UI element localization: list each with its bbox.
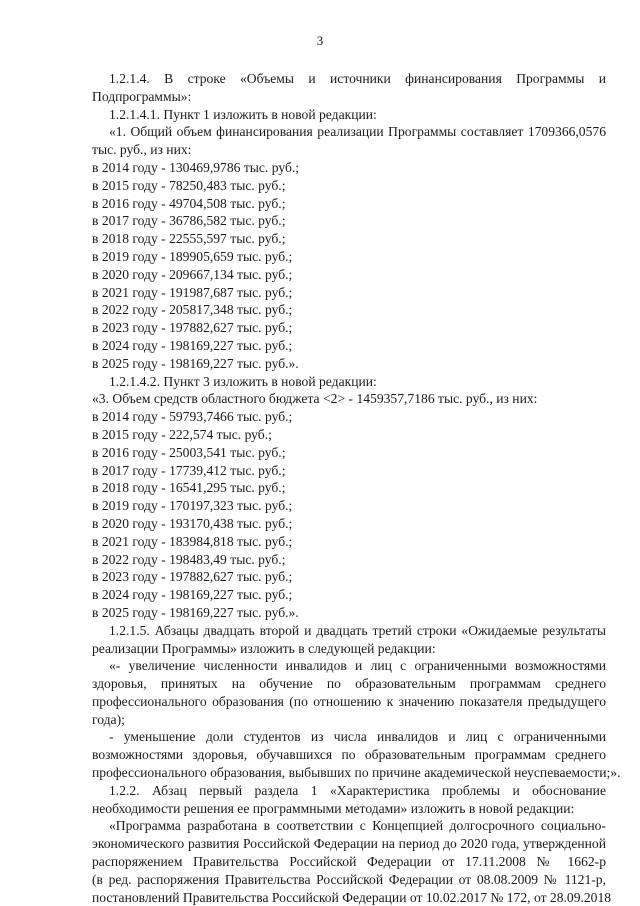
- expected-result-1-line4: года);: [92, 711, 125, 727]
- regional-budget-year-2024: в 2024 году - 198169,227 тыс. руб.;: [92, 587, 293, 603]
- regional-budget-year-2018: в 2018 году - 16541,295 тыс. руб.;: [92, 480, 286, 496]
- regional-budget-year-2021: в 2021 году - 183984,818 тыс. руб.;: [92, 533, 293, 549]
- funding-year-2016: в 2016 году - 49704,508 тыс. руб.;: [92, 195, 286, 211]
- page-number: 3: [316, 33, 324, 48]
- expected-result-2-line2: возможностями здоровья, обучавшихся по образовательным программам среднего: [92, 747, 606, 763]
- expected-result-1-line1: «- увеличение численности инвалидов и лиц с ограниченными возможностями: [109, 658, 606, 674]
- program-basis-line2: экономического развития Российской Федерации на период до 2020 года, утвержденной: [92, 836, 606, 852]
- regional-budget-year-2017: в 2017 году - 17739,412 тыс. руб.;: [92, 462, 286, 478]
- regional-budget-year-2022: в 2022 году - 198483,49 тыс. руб.;: [92, 551, 286, 567]
- section-1-2-1-5-line1: 1.2.1.5. Абзацы двадцать второй и двадцать третий строки «Ожидаемые результаты: [109, 622, 606, 638]
- section-1-2-2-line1: 1.2.2. Абзац первый раздела 1 «Характеристика проблемы и обоснование: [109, 782, 606, 798]
- section-1-2-1-4-2-intro: «3. Объем средств областного бюджета <2> - 1459357,7186 тыс. руб., из них:: [92, 391, 538, 407]
- expected-result-1-line3: профессионального образования (по отношению к значению показателя предыдущего: [92, 693, 606, 709]
- section-1-2-1-4-line1: 1.2.1.4. В строке «Объемы и источники финансирования Программы и: [109, 71, 606, 86]
- funding-year-2019: в 2019 году - 189905,659 тыс. руб.;: [92, 248, 293, 264]
- funding-year-2023: в 2023 году - 197882,627 тыс. руб.;: [92, 320, 293, 336]
- program-basis-line4: (в ред. распоряжения Правительства Российской Федерации от 08.08.2009 № 1121-р,: [92, 871, 606, 887]
- funding-year-2018: в 2018 году - 22555,597 тыс. руб.;: [92, 231, 286, 247]
- funding-year-2017: в 2017 году - 36786,582 тыс. руб.;: [92, 213, 286, 229]
- funding-year-2022: в 2022 году - 205817,348 тыс. руб.;: [92, 302, 293, 318]
- regional-budget-year-2025: в 2025 году - 198169,227 тыс. руб.».: [92, 604, 299, 620]
- regional-budget-year-2020: в 2020 году - 193170,438 тыс. руб.;: [92, 515, 293, 531]
- section-1-2-1-4-1-heading: 1.2.1.4.1. Пункт 1 изложить в новой редакции:: [109, 106, 377, 122]
- section-1-2-1-5-line2: реализации Программы» изложить в следующей редакции:: [92, 640, 436, 656]
- regional-budget-year-2015: в 2015 году - 222,574 тыс. руб.;: [92, 426, 272, 442]
- funding-year-2025: в 2025 году - 198169,227 тыс. руб.».: [92, 355, 299, 371]
- section-1-2-2-line2: необходимости решения ее программными методами» изложить в новой редакции:: [92, 800, 575, 816]
- program-basis-line5: постановлений Правительства Российской Федерации от 10.02.2017 № 172, от 28.09.2018: [92, 889, 612, 905]
- expected-result-2-line1: - уменьшение доли студентов из числа инвалидов и лиц с ограниченными: [109, 729, 606, 745]
- regional-budget-year-2019: в 2019 году - 170197,323 тыс. руб.;: [92, 498, 293, 514]
- document-body: [92, 70, 621, 906]
- program-basis-line1: «Программа разработана в соответствии с Концепцией долгосрочного социально-: [109, 818, 606, 834]
- funding-year-2020: в 2020 году - 209667,134 тыс. руб.;: [92, 266, 293, 282]
- expected-result-1-line2: здоровья, принятых на обучение по образовательным программам среднего: [92, 676, 606, 692]
- program-basis-line3: распоряжением Правительства Российской Федерации от 17.11.2008 № 1662-р: [92, 854, 606, 870]
- funding-year-2014: в 2014 году - 130469,9786 тыс. руб.;: [92, 159, 300, 175]
- regional-budget-year-2016: в 2016 году - 25003,541 тыс. руб.;: [92, 444, 286, 460]
- expected-result-2-line3: профессионального образования, выбывших по причине академической неуспеваемости;».: [92, 765, 621, 781]
- regional-budget-year-2023: в 2023 году - 197882,627 тыс. руб.;: [92, 569, 293, 585]
- section-1-2-1-4-2-heading: 1.2.1.4.2. Пункт 3 изложить в новой редакции:: [109, 373, 377, 389]
- funding-year-2015: в 2015 году - 78250,483 тыс. руб.;: [92, 177, 286, 193]
- section-1-2-1-4-1-intro-line1: «1. Общий объем финансирования реализации Программы составляет 1709366,0576: [109, 124, 606, 140]
- regional-budget-year-2014: в 2014 году - 59793,7466 тыс. руб.;: [92, 409, 293, 425]
- funding-year-2024: в 2024 году - 198169,227 тыс. руб.;: [92, 337, 293, 353]
- section-1-2-1-4-1-intro-line2: тыс. руб., из них:: [92, 142, 192, 158]
- funding-year-2021: в 2021 году - 191987,687 тыс. руб.;: [92, 284, 293, 300]
- section-1-2-1-4-line2: Подпрограммы»:: [92, 88, 192, 104]
